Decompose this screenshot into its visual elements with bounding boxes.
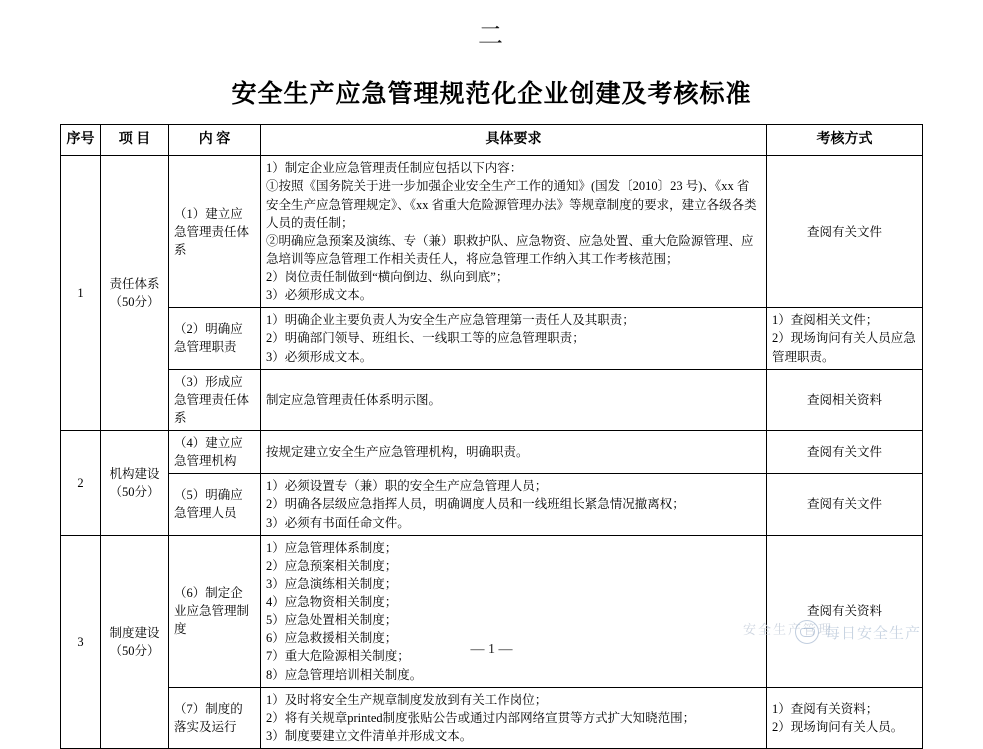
- watermark: [795, 620, 921, 644]
- row-project: 责任体系 （50分）: [101, 156, 169, 431]
- table-row: [61, 369, 923, 430]
- faint-stamp: 安全生产管理: [742, 622, 833, 637]
- row-project: 制度建设 （50分）: [101, 535, 169, 748]
- table-row: [61, 474, 923, 535]
- cell-requirement: 1）明确企业主要负责人为安全生产应急管理第一责任人及其职责； 2）明确部门领导、班组长、一线职工等的应急管理职责； 3）必须形成文本。: [261, 308, 767, 369]
- col-header-content: 内 容: [169, 125, 261, 156]
- row-index: 3: [61, 535, 101, 748]
- cell-method: 查阅有关文件: [767, 474, 923, 535]
- cell-method: 查阅相关资料: [767, 369, 923, 430]
- cell-requirement: 1）必须设置专（兼）职的安全生产应急管理人员； 2）明确各层级应急指挥人员，明确调度人员和一线班组长紧急情况撤离权； 3）必须有书面任命文件。: [261, 474, 767, 535]
- col-header-index: 序号: [61, 125, 101, 156]
- cell-method: 1）查阅相关文件； 2）现场询问有关人员应急管理职责。: [767, 308, 923, 369]
- cell-method: 1）查阅有关资料； 2）现场询问有关人员。: [767, 687, 923, 748]
- page-title: 安全生产应急管理规范化企业创建及考核标准: [231, 81, 752, 108]
- row-index: 2: [61, 431, 101, 536]
- table-row: [61, 431, 923, 474]
- page-top-mark: 二: [477, 23, 505, 50]
- cell-requirement: 1）制定企业应急管理责任制应包括以下内容： ①按照《国务院关于进一步加强企业安全生产工作的通知》(国发〔2010〕23 号)、《xx 省安全生产应急管理规定》、《xx 省重大危险源管理办法》等规章制度的要求，建立各级各类人员的责任制； ②明确应急预案及演练、专（兼）职救护队、应急物资、应急处置、重大危险源管理、应急培训等应急管理工作相关责任人，将应急管理工作纳入其工作考核范围； 2）岗位责任制做到“横向倒边、纵向到底”； 3）必须形成文本。: [261, 156, 767, 308]
- cell-content: （2）明确应急管理职责: [169, 308, 261, 369]
- watermark-label: 每日安全生产: [824, 625, 921, 642]
- cell-requirement: 制定应急管理责任体系明示图。: [261, 369, 767, 430]
- table-row: [61, 535, 923, 687]
- table-row: [61, 308, 923, 369]
- col-header-requirement: 具体要求: [261, 125, 767, 156]
- table-body: [61, 156, 923, 749]
- table-header-row: [61, 125, 923, 156]
- row-index: 1: [61, 156, 101, 431]
- cell-requirement: 1）及时将安全生产规章制度发放到有关工作岗位； 2）将有关规章printed制度张贴公告或通过内部网络宣贯等方式扩大知晓范围； 3）制度要建立文件清单并形成文本。: [261, 687, 767, 748]
- table-row: [61, 156, 923, 308]
- cell-content: （4）建立应急管理机构: [169, 431, 261, 474]
- cell-requirement: 1）应急管理体系制度； 2）应急预案相关制度； 3）应急演练相关制度； 4）应急物资相关制度； 5）应急处置相关制度； 6）应急救援相关制度； 7）重大危险源相关制度； 8）应急管理培训相关制度。: [261, 535, 767, 687]
- row-project: 机构建设 （50分）: [101, 431, 169, 536]
- cell-content: （1）建立应急管理责任体系: [169, 156, 261, 308]
- table-row: [61, 687, 923, 748]
- cell-method: 查阅有关文件: [767, 156, 923, 308]
- cell-method: 查阅有关资料: [767, 535, 923, 687]
- col-header-project: 项 目: [101, 125, 169, 156]
- cell-content: （7）制度的落实及运行: [169, 687, 261, 748]
- watermark-logo-icon: [795, 620, 819, 644]
- cell-requirement: 按规定建立安全生产应急管理机构，明确职责。: [261, 431, 767, 474]
- cell-content: （3）形成应急管理责任体系: [169, 369, 261, 430]
- cell-content: （6）制定企业应急管理制度: [169, 535, 261, 687]
- page-number: — 1 —: [470, 642, 513, 657]
- cell-content: （5）明确应急管理人员: [169, 474, 261, 535]
- col-header-method: 考核方式: [767, 125, 923, 156]
- cell-method: 查阅有关文件: [767, 431, 923, 474]
